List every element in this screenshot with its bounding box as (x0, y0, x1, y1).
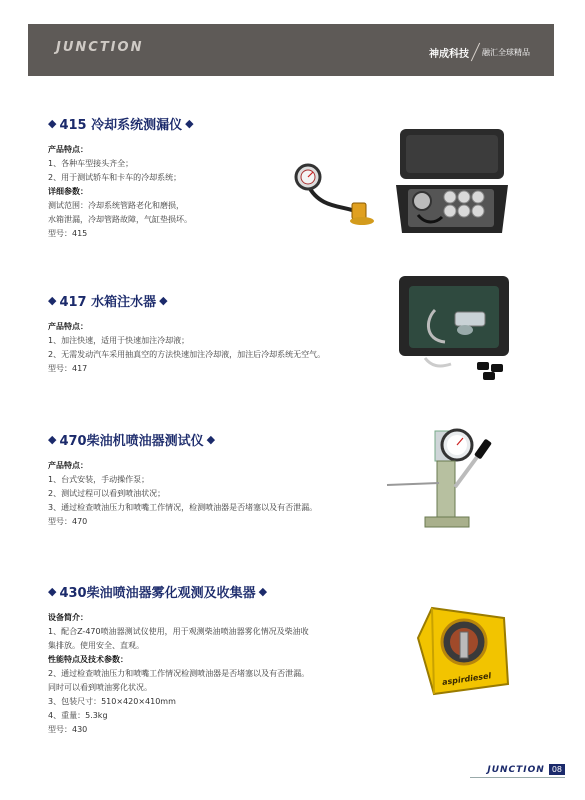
section-line: 型号：415 (48, 229, 88, 238)
section-body (48, 459, 317, 529)
header-brand (429, 42, 530, 62)
section-line: 型号：417 (48, 364, 88, 373)
section-subheading: 产品特点： (48, 322, 88, 331)
section-body (48, 611, 309, 737)
section-line: 水箱泄漏，冷却管路故障，气缸垫损坏。 (48, 215, 192, 224)
section-body (48, 143, 194, 241)
section-line: 测试范围：冷却系统管路老化和磨损， (48, 201, 184, 210)
section-title-text: 415 冷却系统测漏仪 (59, 118, 183, 133)
section-subheading: 性能特点及技术参数： (48, 655, 128, 664)
page-number: 08 (549, 764, 565, 775)
section-title-text: 470柴油机喷油器测试仪 (59, 434, 204, 449)
section-body (48, 320, 325, 376)
section-line: 2、无需发动汽车采用抽真空的方法快速加注冷却液，加注后冷却系统无空气。 (48, 350, 326, 359)
section-line: 集排放。使用安全、直观。 (48, 641, 144, 650)
section-line: 3、包装尺寸：510×420×410mm (48, 697, 176, 706)
company-tagline: 融汇全球精品 (482, 47, 530, 57)
diamond-icon: ◆ (258, 585, 268, 598)
section-title-text: 417 水箱注水器 (59, 295, 157, 310)
section-title (48, 291, 325, 310)
section-line: 1、加注快速，适用于快速加注冷却液； (48, 336, 190, 345)
company-name: 神成科技 (429, 48, 469, 60)
section-subheading: 产品特点： (48, 461, 88, 470)
radiator-filler-image (395, 270, 520, 385)
header-bar (28, 24, 554, 76)
section-title (48, 114, 194, 133)
section-title (48, 582, 309, 601)
section-417 (48, 291, 325, 376)
footer-rule (470, 777, 565, 778)
section-subheading: 详细参数： (48, 187, 88, 196)
injector-tester-image (385, 425, 510, 540)
section-subheading: 产品特点： (48, 145, 88, 154)
section-line: 2、通过检查喷油压力和喷嘴工作情况检测喷油器是否堵塞以及有否泄漏。 (48, 669, 310, 678)
section-line: 2、测试过程可以看到喷油状况； (48, 489, 166, 498)
diamond-icon: ◆ (48, 433, 57, 446)
section-subheading: 设备简介： (48, 613, 88, 622)
brand-divider (471, 43, 480, 62)
section-line: 型号：430 (48, 725, 88, 734)
diamond-icon: ◆ (159, 294, 168, 307)
section-line: 3、通过检查喷油压力和喷嘴工作情况，检测喷油器是否堵塞以及有否泄漏。 (48, 503, 318, 512)
diamond-icon: ◆ (48, 585, 57, 598)
section-line: 1、台式安装，手动操作泵； (48, 475, 150, 484)
aspirdiesel-collector-image (412, 602, 512, 702)
diamond-icon: ◆ (185, 117, 194, 130)
section-415 (48, 114, 194, 241)
coolant-tester-case-image (392, 125, 512, 240)
section-line: 1、各种车型接头齐全； (48, 159, 134, 168)
section-470 (48, 430, 317, 529)
section-line: 2、用于测试轿车和卡车的冷却系统； (48, 173, 182, 182)
section-line: 4、重量：5.3kg (48, 711, 108, 720)
section-line: 型号：470 (48, 517, 88, 526)
section-430 (48, 582, 309, 737)
section-line: 1、配合Z-470喷油器测试仪使用，用于观测柴油喷油器雾化情况及柴油收 (48, 627, 309, 636)
header-logo: JUNCTION (56, 40, 144, 55)
coolant-tester-gauge-image (290, 155, 380, 230)
section-title (48, 430, 317, 449)
section-title-text: 430柴油喷油器雾化观测及收集器 (59, 586, 256, 601)
product-logo-text: aspirdiesel (441, 671, 492, 688)
footer-logo: JUNCTION (487, 764, 545, 775)
diamond-icon: ◆ (48, 117, 57, 130)
diamond-icon: ◆ (206, 433, 216, 446)
diamond-icon: ◆ (48, 294, 57, 307)
footer-brand (487, 764, 565, 775)
section-line: 同时可以看到喷油雾化状况。 (48, 683, 152, 692)
